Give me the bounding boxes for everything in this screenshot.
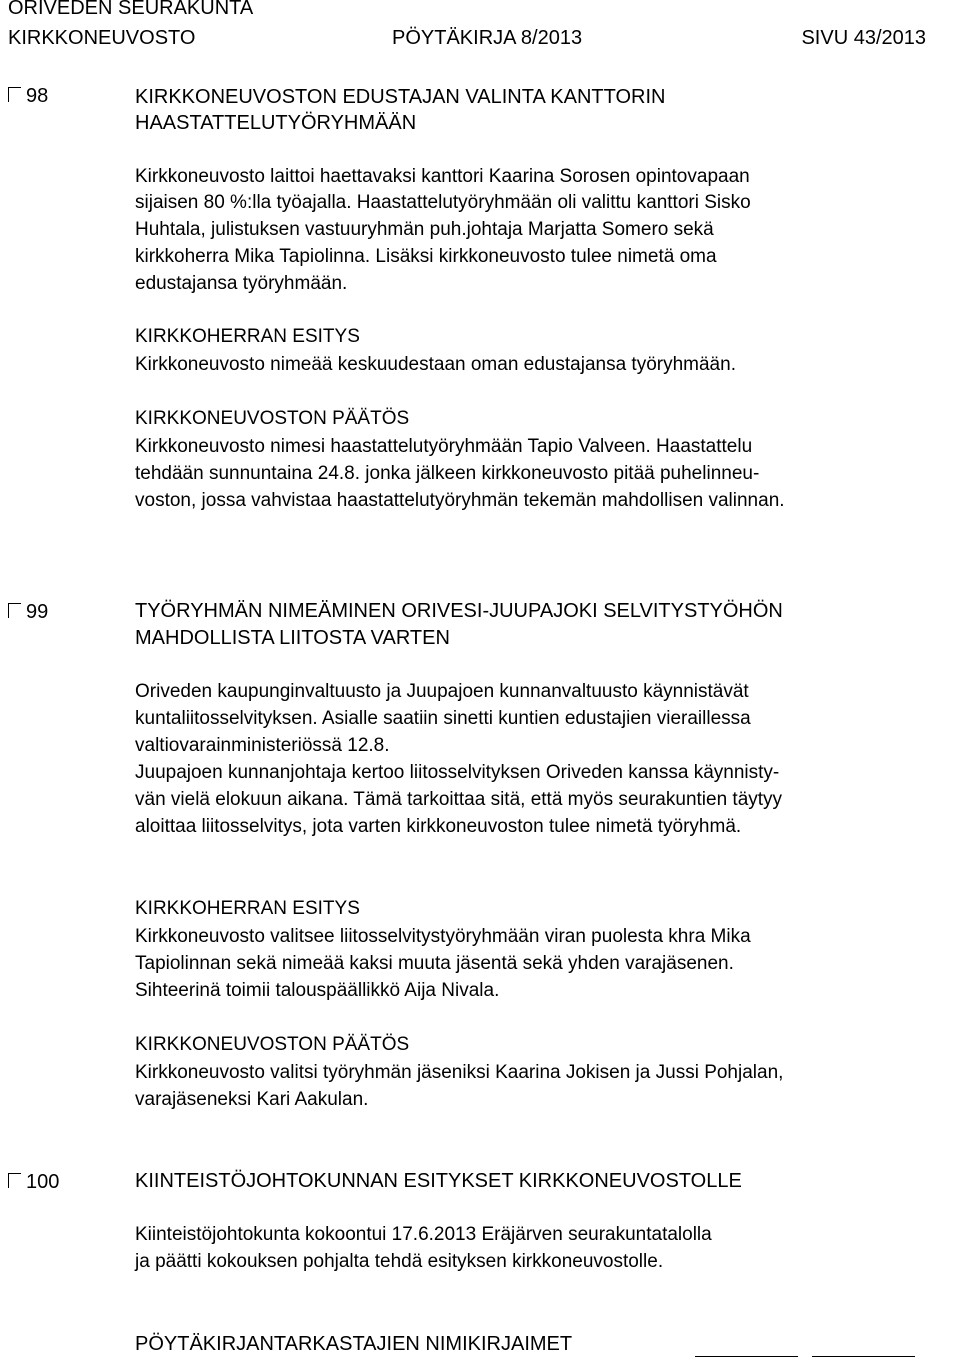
paragraph-line: Kirkkoneuvosto laittoi haettavaksi kanttori Kaarina Sorosen opintovapaan [135, 166, 750, 187]
paragraph-line: Kirkkoneuvosto nimeää keskuudestaan oman edustajansa työryhmään. [135, 354, 736, 375]
paragraph-line: voston, jossa vahvistaa haastattelutyöryhmän tekemän mahdollisen valinnan. [135, 490, 785, 511]
header-page-number: SIVU 43/2013 [801, 27, 926, 49]
paragraph-line: sijaisen 80 %:lla työajalla. Haastattelutyöryhmään oli valittu kanttori Sisko [135, 192, 751, 213]
paragraph-line: kirkkoherra Mika Tapiolinna. Lisäksi kirkkoneuvosto tulee nimetä oma [135, 246, 717, 267]
header-document: PÖYTÄKIRJA 8/2013 [392, 27, 583, 49]
signature-label: PÖYTÄKIRJANTARKASTAJIEN NIMIKIRJAIMET [135, 1333, 573, 1355]
paragraph-line: Sihteerinä toimii talouspäällikkö Aija Nivala. [135, 980, 500, 1001]
paragraph-line: Kirkkoneuvosto valitsi työryhmän jäseniksi Kaarina Jokisen ja Jussi Pohjalan, [135, 1062, 784, 1083]
section-rule [8, 87, 21, 102]
paragraph-line: Juupajoen kunnanjohtaja kertoo liitosselvityksen Oriveden kanssa käynnisty- [135, 762, 780, 783]
paragraph-line: Kirkkoneuvosto valitsee liitosselvitystyöryhmään viran puolesta khra Mika [135, 926, 751, 947]
signature-line-2 [812, 1356, 915, 1357]
section-number: 99 [26, 601, 49, 623]
proposal-heading: KIRKKOHERRAN ESITYS [135, 898, 360, 919]
paragraph-line: ja päätti kokouksen pohjalta tehdä esityksen kirkkoneuvostolle. [135, 1251, 664, 1272]
paragraph-line: Kirkkoneuvosto nimesi haastattelutyöryhmään Tapio Valveen. Haastattelu [135, 436, 753, 457]
paragraph-line: varajäseneksi Kari Aakulan. [135, 1089, 369, 1110]
signature-line-1 [695, 1356, 798, 1357]
paragraph-line: vän vielä elokuun aikana. Tämä tarkoittaa sitä, että myös seurakuntien täytyy [135, 789, 783, 810]
section-title-line-1: KIINTEISTÖJOHTOKUNNAN ESITYKSET KIRKKONEUVOSTOLLE [135, 1170, 742, 1192]
header-body: KIRKKONEUVOSTO [8, 27, 196, 49]
paragraph-line: valtiovarainministeriössä 12.8. [135, 735, 390, 756]
section-title-line-1: KIRKKONEUVOSTON EDUSTAJAN VALINTA KANTTORIN [135, 86, 666, 108]
proposal-heading: KIRKKOHERRAN ESITYS [135, 326, 360, 347]
paragraph-line: Kiinteistöjohtokunta kokoontui 17.6.2013 Eräjärven seurakuntatalolla [135, 1224, 712, 1245]
paragraph-line: kuntaliitosselvityksen. Asialle saatiin sinetti kuntien edustajien vieraillessa [135, 708, 751, 729]
section-number: 98 [26, 85, 49, 107]
decision-heading: KIRKKONEUVOSTON PÄÄTÖS [135, 408, 410, 429]
section-title-line-2: HAASTATTELUTYÖRYHMÄÄN [135, 112, 417, 134]
paragraph-line: Huhtala, julistuksen vastuuryhmän puh.johtaja Marjatta Somero sekä [135, 219, 714, 240]
paragraph-line: aloittaa liitosselvitys, jota varten kirkkoneuvoston tulee nimetä työryhmä. [135, 816, 742, 837]
section-rule [8, 1173, 21, 1188]
paragraph-line: Tapiolinnan sekä nimeää kaksi muuta jäsentä sekä yhden varajäsenen. [135, 953, 734, 974]
paragraph-line: tehdään sunnuntaina 24.8. jonka jälkeen kirkkoneuvosto pitää puhelinneu- [135, 463, 760, 484]
section-number: 100 [26, 1171, 60, 1193]
decision-heading: KIRKKONEUVOSTON PÄÄTÖS [135, 1034, 410, 1055]
section-title-line-2: MAHDOLLISTA LIITOSTA VARTEN [135, 627, 450, 649]
section-title-line-1: TYÖRYHMÄN NIMEÄMINEN ORIVESI-JUUPAJOKI SELVITYSTYÖHÖN [135, 600, 783, 622]
section-rule [8, 603, 21, 618]
paragraph-line: edustajansa työryhmään. [135, 273, 348, 294]
paragraph-line: Oriveden kaupunginvaltuusto ja Juupajoen kunnanvaltuusto käynnistävät [135, 681, 749, 702]
header-organization: ORIVEDEN SEURAKUNTA [8, 0, 254, 19]
